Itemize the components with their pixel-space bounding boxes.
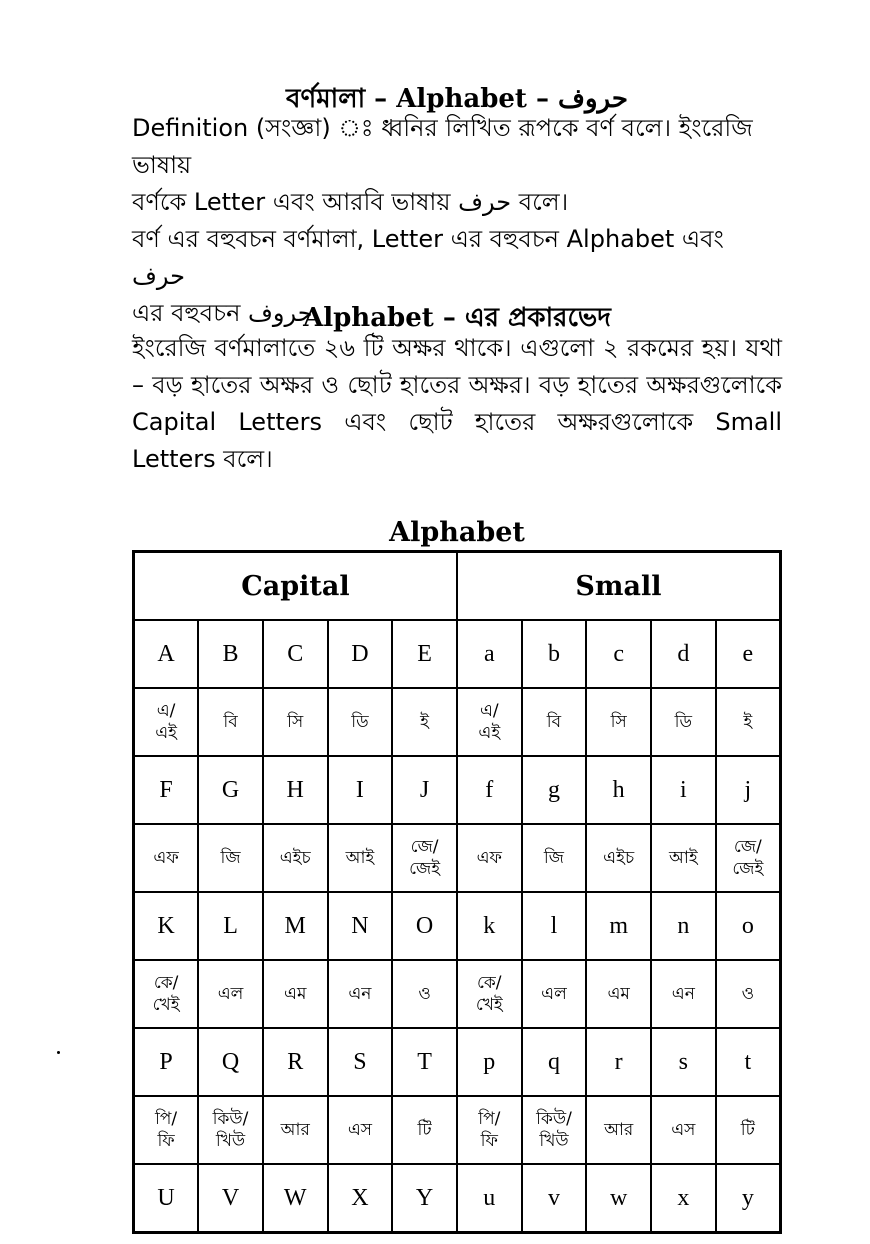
small-letter-cell: p: [457, 1028, 522, 1096]
capital-letter-cell: N: [328, 892, 393, 960]
capital-pronunciation-cell: ই: [392, 688, 457, 756]
capital-letter-cell: M: [263, 892, 328, 960]
small-pronunciation-cell: এ/ এই: [457, 688, 522, 756]
small-letter-cell: h: [586, 756, 651, 824]
definition-line-1: Definition (সংজ্ঞা) ঃ ধ্বনির লিখিত রূপকে বর্ণ বলে। ইংরেজি ভাষায়: [132, 114, 753, 179]
small-pronunciation-cell: কে/ খেই: [457, 960, 522, 1028]
small-pronunciation-cell: কিউ/ খিউ: [522, 1096, 587, 1164]
capital-pronunciation-cell: জি: [198, 824, 263, 892]
capital-letter-cell: E: [392, 620, 457, 688]
small-pronunciation-cell: ও: [716, 960, 781, 1028]
definition-line-4: এর বহুবচন حروف: [132, 299, 313, 327]
definition-line-2: বর্ণকে Letter এবং আরবি ভাষায় حرف বলে।: [132, 188, 569, 216]
small-letter-cell: g: [522, 756, 587, 824]
table-group-header-row: [134, 552, 781, 621]
table-title: Alphabet: [389, 517, 525, 548]
small-pronunciation-cell: টি: [716, 1096, 781, 1164]
capital-letter-cell: D: [328, 620, 393, 688]
small-letter-cell: t: [716, 1028, 781, 1096]
capital-pronunciation-cell: এম: [263, 960, 328, 1028]
small-letter-cell: v: [522, 1164, 587, 1233]
capital-pronunciation-cell: আই: [328, 824, 393, 892]
capital-letter-cell: O: [392, 892, 457, 960]
small-letter-cell: s: [651, 1028, 716, 1096]
capital-letter-cell: R: [263, 1028, 328, 1096]
small-pronunciation-cell: এস: [651, 1096, 716, 1164]
capital-pronunciation-cell: এন: [328, 960, 393, 1028]
table-row: [134, 756, 781, 824]
small-letter-cell: r: [586, 1028, 651, 1096]
small-letter-cell: c: [586, 620, 651, 688]
capital-pronunciation-cell: আর: [263, 1096, 328, 1164]
types-heading: Alphabet – এর প্রকারভেদ: [303, 303, 611, 333]
table-row: [134, 892, 781, 960]
alphabet-table: [132, 550, 782, 1234]
capital-letter-cell: H: [263, 756, 328, 824]
table-row: [134, 824, 781, 892]
capital-pronunciation-cell: এফ: [134, 824, 199, 892]
capital-pronunciation-cell: এইচ: [263, 824, 328, 892]
small-letter-cell: y: [716, 1164, 781, 1233]
small-letter-cell: k: [457, 892, 522, 960]
capital-letter-cell: F: [134, 756, 199, 824]
alphabet-table-body: [134, 552, 781, 1233]
capital-pronunciation-cell: এস: [328, 1096, 393, 1164]
capital-header: Capital: [134, 552, 457, 621]
small-pronunciation-cell: এম: [586, 960, 651, 1028]
main-heading: বর্ণমালা – Alphabet – حروف: [286, 84, 628, 114]
table-row: [134, 620, 781, 688]
capital-pronunciation-cell: পি/ ফি: [134, 1096, 199, 1164]
small-letter-cell: n: [651, 892, 716, 960]
small-pronunciation-cell: সি: [586, 688, 651, 756]
capital-pronunciation-cell: কে/ খেই: [134, 960, 199, 1028]
small-header: Small: [457, 552, 781, 621]
small-pronunciation-cell: এল: [522, 960, 587, 1028]
small-letter-cell: e: [716, 620, 781, 688]
small-letter-cell: j: [716, 756, 781, 824]
small-pronunciation-cell: ডি: [651, 688, 716, 756]
definition-line-3: বর্ণ এর বহুবচন বর্ণমালা, Letter এর বহুবচন Alphabet এবং حرف: [132, 225, 724, 290]
capital-pronunciation-cell: কিউ/ খিউ: [198, 1096, 263, 1164]
capital-letter-cell: W: [263, 1164, 328, 1233]
table-row: [134, 1028, 781, 1096]
capital-letter-cell: L: [198, 892, 263, 960]
small-letter-cell: l: [522, 892, 587, 960]
table-row: [134, 1164, 781, 1233]
small-pronunciation-cell: পি/ ফি: [457, 1096, 522, 1164]
small-pronunciation-cell: এইচ: [586, 824, 651, 892]
table-row: [134, 1096, 781, 1164]
capital-letter-cell: B: [198, 620, 263, 688]
small-letter-cell: w: [586, 1164, 651, 1233]
capital-letter-cell: A: [134, 620, 199, 688]
capital-pronunciation-cell: ও: [392, 960, 457, 1028]
small-letter-cell: q: [522, 1028, 587, 1096]
capital-letter-cell: S: [328, 1028, 393, 1096]
capital-letter-cell: X: [328, 1164, 393, 1233]
capital-pronunciation-cell: জে/ জেই: [392, 824, 457, 892]
small-pronunciation-cell: ই: [716, 688, 781, 756]
table-row: [134, 688, 781, 756]
table-row: [134, 960, 781, 1028]
small-letter-cell: i: [651, 756, 716, 824]
small-letter-cell: x: [651, 1164, 716, 1233]
capital-letter-cell: G: [198, 756, 263, 824]
capital-pronunciation-cell: টি: [392, 1096, 457, 1164]
small-pronunciation-cell: বি: [522, 688, 587, 756]
small-letter-cell: o: [716, 892, 781, 960]
capital-letter-cell: V: [198, 1164, 263, 1233]
capital-letter-cell: I: [328, 756, 393, 824]
capital-letter-cell: T: [392, 1028, 457, 1096]
capital-pronunciation-cell: সি: [263, 688, 328, 756]
small-pronunciation-cell: এফ: [457, 824, 522, 892]
small-pronunciation-cell: জে/ জেই: [716, 824, 781, 892]
capital-letter-cell: P: [134, 1028, 199, 1096]
stray-mark: [57, 1051, 60, 1054]
capital-pronunciation-cell: ডি: [328, 688, 393, 756]
small-pronunciation-cell: আই: [651, 824, 716, 892]
capital-letter-cell: Q: [198, 1028, 263, 1096]
capital-pronunciation-cell: এ/ এই: [134, 688, 199, 756]
types-paragraph: ইংরেজি বর্ণমালাতে ২৬ টি অক্ষর থাকে। এগুলো ২ রকমের হয়। যথা – বড় হাতের অক্ষর ও ছোট হাতের অক্ষর। বড় হাতের অক্ষরগুলোকে Capital Letters এবং ছোট হাতের অক্ষরগুলোকে Small Letters বলে।: [132, 334, 782, 473]
small-pronunciation-cell: আর: [586, 1096, 651, 1164]
capital-letter-cell: U: [134, 1164, 199, 1233]
small-letter-cell: f: [457, 756, 522, 824]
small-letter-cell: m: [586, 892, 651, 960]
capital-letter-cell: Y: [392, 1164, 457, 1233]
small-pronunciation-cell: এন: [651, 960, 716, 1028]
small-letter-cell: u: [457, 1164, 522, 1233]
small-letter-cell: d: [651, 620, 716, 688]
capital-pronunciation-cell: বি: [198, 688, 263, 756]
small-letter-cell: a: [457, 620, 522, 688]
capital-letter-cell: J: [392, 756, 457, 824]
small-letter-cell: b: [522, 620, 587, 688]
capital-letter-cell: C: [263, 620, 328, 688]
small-pronunciation-cell: জি: [522, 824, 587, 892]
capital-letter-cell: K: [134, 892, 199, 960]
capital-pronunciation-cell: এল: [198, 960, 263, 1028]
